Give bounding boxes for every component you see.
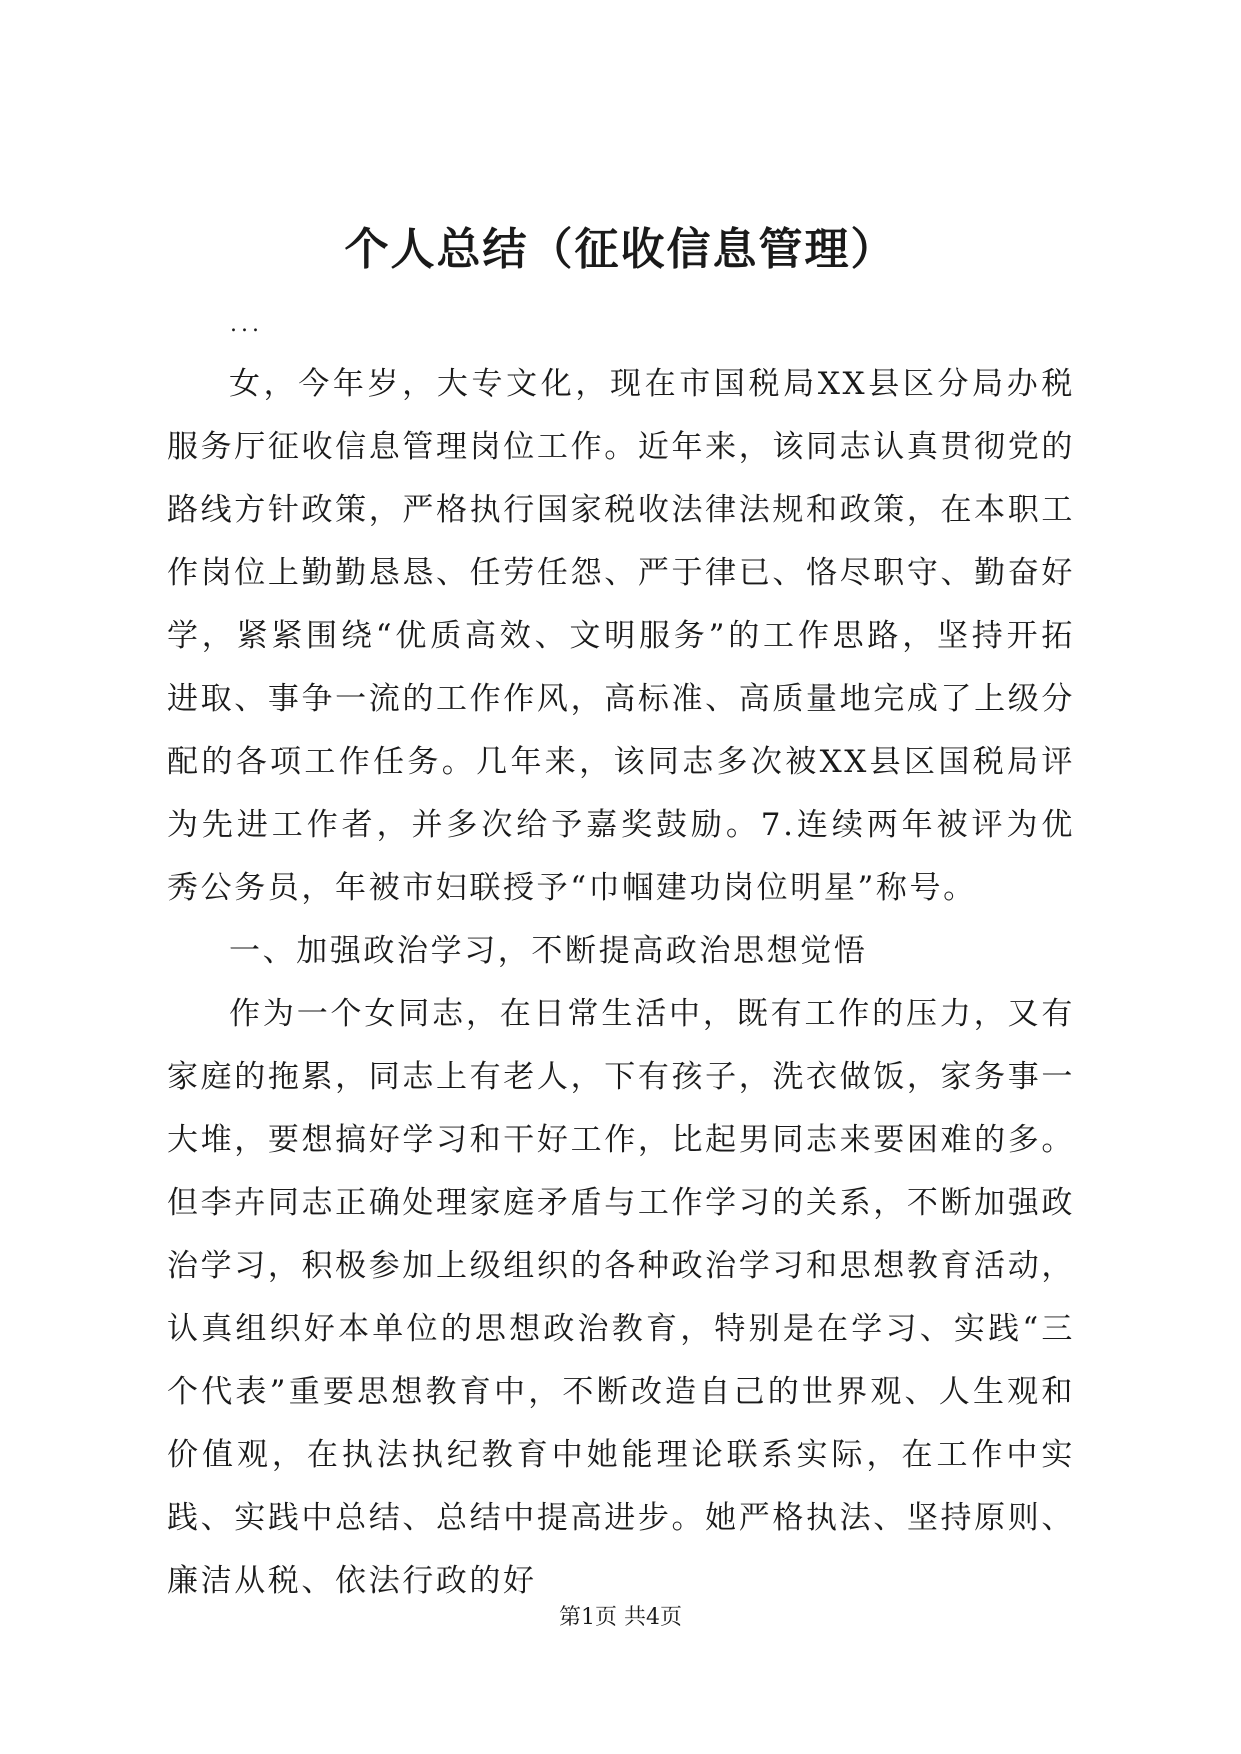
page-number: 第1页 共4页 (559, 1605, 682, 1630)
document-body (167, 353, 1075, 1613)
paragraph-section-1: 作为一个女同志，在日常生活中，既有工作的压力，又有家庭的拖累，同志上有老人，下有孩子，洗衣做饭，家务事一大堆，要想搞好学习和干好工作，比起男同志来要困难的多。但李卉同志正确处理家庭矛盾与工作学习的关系，不断加强政治学习，积极参加上级组织的各种政治学习和思想教育活动，认真组织好本单位的思想政治教育，特别是在学习、实践“三个代表”重要思想教育中，不断改造自己的世界观、人生观和价值观，在执法执纪教育中她能理论联系实际，在工作中实践、实践中总结、总结中提高进步。她严格执法、坚持原则、廉洁从税、依法行政的好 (167, 996, 1075, 1599)
paragraph-intro: 女，今年岁，大专文化，现在市国税局XX县区分局办税服务厅征收信息管理岗位工作。近年来，该同志认真贯彻党的路线方针政策，严格执行国家税收法律法规和政策，在本职工作岗位上勤勤恳恳、任劳任怨、严于律已、恪尽职守、勤奋好学，紧紧围绕“优质高效、文明服务”的工作思路，坚持开拓进取、事争一流的工作作风，高标准、高质量地完成了上级分配的各项工作任务。几年来，该同志多次被XX县区国税局评为先进工作者，并多次给予嘉奖鼓励。7.连续两年被评为优秀公务员，年被市妇联授予“巾帼建功岗位明星”称号。 (167, 366, 1075, 906)
section-heading-1: 一、加强政治学习，不断提高政治思想觉悟 (229, 933, 868, 969)
document-title: 个人总结（征收信息管理） (344, 224, 897, 275)
page-footer (0, 1603, 1241, 1633)
ellipsis-marker: ... (230, 312, 263, 337)
